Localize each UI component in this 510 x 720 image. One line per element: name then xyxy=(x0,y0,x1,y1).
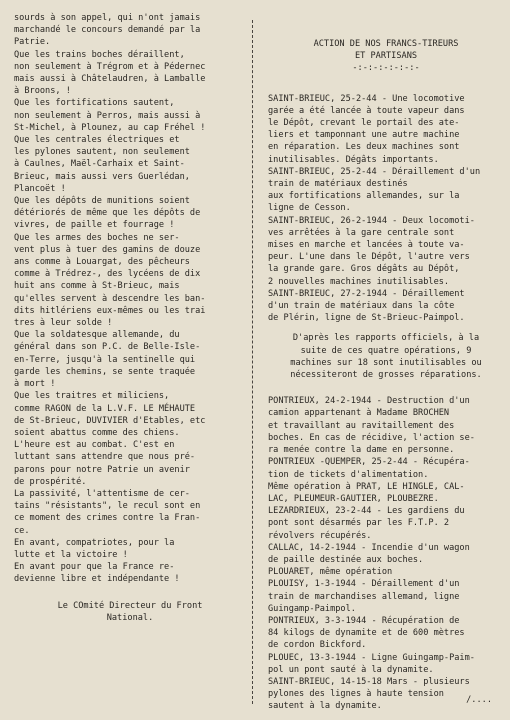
right-column xyxy=(268,12,504,713)
report-entry: PONTRIEUX, 3-3-1944 - Récupération de 84 kilogs de dynamite et de 600 mètres de cordon Bickford. xyxy=(268,615,465,651)
paragraph: Que les traitres et miliciens, comme RAGON de la L.V.F. LE MÉHAUTE de St-Brieuc, DUVIVIER d'Etables, etc soient abattus comme des chiens. xyxy=(14,391,206,438)
left-column xyxy=(14,12,246,624)
continuation-mark: /.... xyxy=(466,694,492,705)
paragraph: sourds à son appel, qui n'ont jamais marchandé le concours demandé par la Patrie. xyxy=(14,13,201,48)
summary-paragraph: D'après les rapports officiels, à la suite de ces quatre opérations, 9 machines sur 18 sont inutilisables ou nécessiteront de grosses réparations. xyxy=(290,333,482,381)
report-entry: LEZARDRIEUX, 23-2-44 - Les gardiens du pont sont désarmés par les F.T.P. 2 révolvers récupérés. xyxy=(268,506,465,541)
section-subheading: ET PARTISANS xyxy=(354,51,418,62)
report-entry: PLOUARET, même opération xyxy=(268,567,393,578)
report-entry: SAINT-BRIEUC, 25-2-44 - Déraillement d'un train de matériaux destinés aux fortifications allemandes, sur la ligne de Cesson. xyxy=(268,166,481,214)
paragraph: En avant, compatriotes, pour la lutte et la victoire ! xyxy=(14,537,175,560)
section-heading: ACTION DE NOS FRANCS-TIREURS xyxy=(313,39,459,49)
report-entry: PLOUISY, 1-3-1944 - Déraillement d'un train de marchandises allemand, ligne Guingamp-Paimpol. xyxy=(268,579,460,614)
paragraph: En avant pour que la France re- devienne libre et indépendante ! xyxy=(14,562,180,585)
paragraph: Que les fortifications sautent, non seulement à Perros, mais aussi à St-Michel, à Plounez, au cap Fréhel ! xyxy=(14,98,206,133)
spacer xyxy=(268,324,504,332)
report-entry: PLOUEC, 13-3-1944 - Ligne Guingamp-Paim- pol un pont sauté à la dynamite. xyxy=(268,652,475,675)
paragraph: Que les dépôts de munitions soient détériorés de même que les dépôts de vivres, de paille et fourrage ! xyxy=(14,196,201,231)
report-entry: CALLAC, 14-2-1944 - Incendie d'un wagon de paille destinée aux boches. xyxy=(268,542,470,565)
report-entry: SAINT-BRIEUC, 25-2-44 - Une locomotive garée a été lancée à toute vapeur dans le Dépôt, crevant le portail des ate- liers et tamponnant une autre machine en réparation. Les deux machines sont inutilisables. Dégâts importants. xyxy=(268,93,465,165)
paragraph: Que les centrales électriques et les pylones sautent, non seulement à Caulnes, Maël-Carhaix et Saint- Brieuc, mais aussi vers Guerlédan, Plancoët ! xyxy=(14,135,190,194)
report-entry: PONTRIEUX -QUEMPER, 25-2-44 - Récupéra- tion de tickets d'alimentation. Même opération à PRAT, LE HINGLE, CAL- LAC, PLEUMEUR-GAUTIER, PLOUBEZRE. xyxy=(268,457,470,504)
report-entry: SAINT-BRIEUC, 27-2-1944 - Déraillement d'un train de matériaux dans la côte de Plérin, ligne de St-Brieuc-Paimpol. xyxy=(268,288,465,324)
report-entry: SAINT-BRIEUC, 14-15-18 Mars - plusieurs pylones des lignes à haute tension sautent à la dynamite. xyxy=(268,676,470,712)
paragraph: Que les armes des boches ne ser- vent plus à tuer des gamins de douze ans comme à Louargat, des pêcheurs comme à Trédrez-, des lycéens de dix huit ans comme à St-Brieuc, mais qu'elles servent à descendre les ban- dits hitlériens eux-mêmes ou les trai tres à leur solde ! xyxy=(14,232,206,329)
paragraph: Que la soldatesque allemande, du général dans son P.C. de Belle-Isle- en-Terre, jusqu'à la sentinelle qui garde les chemins, se sente traquée à mort ! xyxy=(14,330,201,390)
paragraph: L'heure est au combat. C'est en luttant sans attendre que nous pré- parons pour notre Patrie un avenir de prospérité. xyxy=(14,440,196,487)
spacer xyxy=(268,381,504,395)
paragraph: Que les trains boches déraillent, non seulement à Trégrom et à Pédernec mais aussi à Châtelaudren, à Lamballe à Broons, ! xyxy=(14,49,206,97)
paragraph: La passivité, l'attentisme de cer- tains "résistants", le recul sont en ce moment des crimes contre la Fran- ce. xyxy=(14,488,201,536)
column-divider xyxy=(252,20,253,704)
heading-decoration: -:-:-:-:-:-:- xyxy=(352,63,420,74)
signature: Le COmité Directeur du Front National. xyxy=(57,600,203,623)
report-entry: SAINT-BRIEUC, 26-2-1944 - Deux locomoti- ves arrêtées à la gare centrale sont mises en marche et lancées à toute va- peur. L'une dans le Dépôt, l'autre vers la grande gare. Gros dégâts au Dépôt, 2 nouvelles machines inutilisables. xyxy=(268,215,475,287)
report-entry: PONTRIEUX, 24-2-1944 - Destruction d'un camion appartenant à Madame BROCHEN et travaillant au ravitaillement des boches. En cas de récidive, l'action se- ra menée contre la dame en personne. xyxy=(268,396,475,456)
